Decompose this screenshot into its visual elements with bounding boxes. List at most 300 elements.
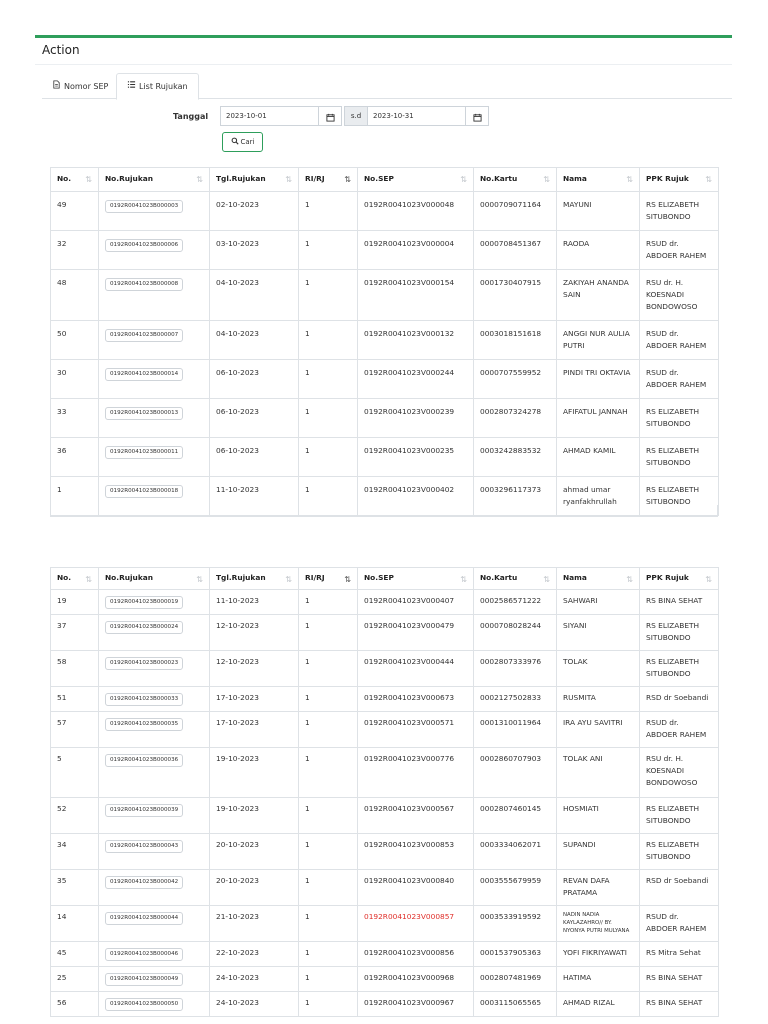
table-row[interactable] xyxy=(51,992,719,1017)
column-header-no-rujukan[interactable] xyxy=(99,168,210,192)
cell-no-rujukan xyxy=(99,942,210,967)
cell-no-sep xyxy=(358,590,474,615)
cell-no-kartu xyxy=(474,590,557,615)
column-header-label: No.Rujukan xyxy=(105,174,153,183)
cell-no-sep xyxy=(358,748,474,798)
cell-value: 1 xyxy=(305,998,310,1007)
cell-value: 21-10-2023 xyxy=(216,912,259,921)
cell-no-kartu xyxy=(474,399,557,438)
rujukan-number-button[interactable]: 0192R0041023B000039 xyxy=(105,804,183,817)
rujukan-number-button[interactable]: 0192R0041023B000035 xyxy=(105,718,183,731)
cell-value: 36 xyxy=(57,446,67,455)
cell-value: 0000708028244 xyxy=(480,621,542,630)
cell-no xyxy=(51,834,99,870)
cell-value: 12-10-2023 xyxy=(216,657,259,666)
cell-ri-rj xyxy=(299,590,358,615)
sort-icon[interactable]: ⇅ xyxy=(196,175,203,184)
cell-nama xyxy=(557,748,640,798)
cell-ppk-rujuk xyxy=(640,992,719,1017)
cell-value: 5 xyxy=(57,754,62,763)
sort-icon[interactable]: ⇅ xyxy=(543,175,550,184)
cell-no-kartu xyxy=(474,906,557,942)
sort-icon[interactable]: ⇅ xyxy=(460,175,467,184)
cell-value: 0000708451367 xyxy=(480,239,542,248)
cell-no-kartu xyxy=(474,321,557,360)
cell-value: 0002807481969 xyxy=(480,973,542,982)
table-row[interactable] xyxy=(51,906,719,942)
rujukan-number-button[interactable]: 0192R0041023B000008 xyxy=(105,278,183,291)
cell-nama xyxy=(557,615,640,651)
panel-title: Action xyxy=(42,43,80,57)
table-row[interactable] xyxy=(51,321,719,360)
tab-label: List Rujukan xyxy=(139,81,188,91)
cell-value: 0002860707903 xyxy=(480,754,542,763)
cell-value: 12-10-2023 xyxy=(216,621,259,630)
table-row[interactable] xyxy=(51,798,719,834)
column-header-no-kartu[interactable] xyxy=(474,568,557,590)
cell-nama xyxy=(557,942,640,967)
cell-ri-rj xyxy=(299,270,358,321)
cell-no-kartu xyxy=(474,192,557,231)
cell-ppk-rujuk xyxy=(640,270,719,321)
table-row[interactable] xyxy=(51,192,719,231)
cell-ppk-rujuk xyxy=(640,399,719,438)
search-button[interactable] xyxy=(222,132,263,152)
calendar-icon xyxy=(473,107,482,126)
cell-tgl-rujukan xyxy=(210,906,299,942)
column-header-label: No.Kartu xyxy=(480,174,518,183)
cell-tgl-rujukan xyxy=(210,192,299,231)
cell-value: RS ELIZABETH SITUBONDO xyxy=(646,446,700,467)
cell-no xyxy=(51,231,99,270)
cell-value: 0001730407915 xyxy=(480,278,542,287)
cell-tgl-rujukan xyxy=(210,942,299,967)
cell-no-kartu xyxy=(474,360,557,399)
cell-ppk-rujuk xyxy=(640,967,719,992)
column-header-ppk-rujuk[interactable] xyxy=(640,168,719,192)
rujukan-number-button[interactable]: 0192R0041023B000018 xyxy=(105,485,183,498)
cell-no-rujukan xyxy=(99,748,210,798)
column-header-no[interactable] xyxy=(51,168,99,192)
cell-no-kartu xyxy=(474,834,557,870)
cell-value: 1 xyxy=(305,948,310,957)
cell-value: 1 xyxy=(305,840,310,849)
cell-no-rujukan xyxy=(99,399,210,438)
cell-value: 32 xyxy=(57,239,67,248)
date-from-calendar-button[interactable] xyxy=(318,106,342,126)
cell-value: TOLAK ANI xyxy=(563,754,603,763)
tab-label: Nomor SEP xyxy=(64,81,109,91)
cell-value: 0003555679959 xyxy=(480,876,542,885)
cell-ppk-rujuk xyxy=(640,438,719,477)
cell-value: 0192R0041023V000048 xyxy=(364,200,455,209)
cell-value: RS Mitra Sehat xyxy=(646,948,701,957)
cell-ppk-rujuk xyxy=(640,798,719,834)
cell-no xyxy=(51,906,99,942)
rujukan-number-button[interactable]: 0192R0041023B000011 xyxy=(105,446,183,459)
cell-value: 34 xyxy=(57,840,67,849)
table-row[interactable] xyxy=(51,270,719,321)
rujukan-number-button[interactable]: 0192R0041023B000013 xyxy=(105,407,183,420)
cell-value: 0192R0041023V000132 xyxy=(364,329,455,338)
date-to-calendar-button[interactable] xyxy=(465,106,489,126)
column-header-label: Nama xyxy=(563,174,587,183)
sort-ascending-icon[interactable]: ⇅ xyxy=(344,175,351,184)
column-header-no-kartu[interactable] xyxy=(474,168,557,192)
cell-value: 24-10-2023 xyxy=(216,973,259,982)
table-row[interactable] xyxy=(51,651,719,687)
rujukan-number-button[interactable]: 0192R0041023B000006 xyxy=(105,239,183,252)
cell-value: 0000709071164 xyxy=(480,200,542,209)
column-header-label: PPK Rujuk xyxy=(646,573,689,582)
cell-ppk-rujuk xyxy=(640,834,719,870)
rujukan-number-button[interactable]: 0192R0041023B000043 xyxy=(105,840,183,853)
column-header-tgl-rujukan[interactable] xyxy=(210,168,299,192)
cell-tgl-rujukan xyxy=(210,798,299,834)
cell-value: 25 xyxy=(57,973,67,982)
cell-value: 24-10-2023 xyxy=(216,998,259,1007)
cell-no-rujukan xyxy=(99,651,210,687)
sort-ascending-icon[interactable]: ⇅ xyxy=(344,575,351,584)
cell-value: 03-10-2023 xyxy=(216,239,259,248)
table-row[interactable] xyxy=(51,590,719,615)
cell-no-sep xyxy=(358,942,474,967)
cell-value: 51 xyxy=(57,693,67,702)
cell-value: 45 xyxy=(57,948,67,957)
document-icon xyxy=(52,74,61,100)
cell-no-sep xyxy=(358,438,474,477)
cell-value: 20-10-2023 xyxy=(216,840,259,849)
column-header-ri-rj[interactable] xyxy=(299,568,358,590)
cell-no xyxy=(51,399,99,438)
rujukan-number-button[interactable]: 0192R0041023B000042 xyxy=(105,876,183,889)
cell-value: 1 xyxy=(305,407,310,416)
cell-tgl-rujukan xyxy=(210,231,299,270)
cell-value: 1 xyxy=(305,876,310,885)
cell-ri-rj xyxy=(299,399,358,438)
cell-value: ahmad umar ryanfakhrullah xyxy=(563,485,617,506)
rujukan-number-button[interactable]: 0192R0041023B000050 xyxy=(105,998,183,1011)
cell-value: 1 xyxy=(305,239,310,248)
table-row[interactable] xyxy=(51,712,719,748)
sort-icon[interactable]: ⇅ xyxy=(705,575,712,584)
cell-value: 0192R0041023V000571 xyxy=(364,718,455,727)
cell-value: RSU dr. H. KOESNADI BONDOWOSO xyxy=(646,278,698,311)
cell-no-rujukan xyxy=(99,798,210,834)
cell-value: YOFI FIKRIYAWATI xyxy=(563,948,627,957)
cell-no-sep xyxy=(358,967,474,992)
cell-value: 1 xyxy=(305,446,310,455)
search-icon xyxy=(231,137,239,147)
cell-value: RS ELIZABETH SITUBONDO xyxy=(646,200,700,221)
table-row[interactable] xyxy=(51,399,719,438)
cell-ppk-rujuk xyxy=(640,712,719,748)
cell-value: RS BINA SEHAT xyxy=(646,973,703,982)
cell-ri-rj xyxy=(299,651,358,687)
table-row[interactable] xyxy=(51,834,719,870)
rujukan-number-button[interactable]: 0192R0041023B000014 xyxy=(105,368,183,381)
cell-tgl-rujukan xyxy=(210,270,299,321)
cell-value: 0192R0041023V000967 xyxy=(364,998,455,1007)
sort-icon[interactable]: ⇅ xyxy=(285,175,292,184)
cell-value: RS BINA SEHAT xyxy=(646,998,703,1007)
column-header-label: No. xyxy=(57,174,72,183)
cell-tgl-rujukan xyxy=(210,748,299,798)
panel-divider xyxy=(35,64,732,65)
cell-value: 0192R0041023V000479 xyxy=(364,621,455,630)
column-header-label: Tgl.Rujukan xyxy=(216,573,266,582)
rujukan-number-button[interactable]: 0192R0041023B000046 xyxy=(105,948,183,961)
cell-value: 20-10-2023 xyxy=(216,876,259,885)
cell-no-sep xyxy=(358,712,474,748)
cell-tgl-rujukan xyxy=(210,321,299,360)
cell-value: 0192R0041023V000154 xyxy=(364,278,455,287)
cell-value: 58 xyxy=(57,657,67,666)
sort-icon[interactable]: ⇅ xyxy=(705,175,712,184)
cell-value: 22-10-2023 xyxy=(216,948,259,957)
cell-no xyxy=(51,992,99,1017)
cell-nama xyxy=(557,192,640,231)
sort-icon[interactable]: ⇅ xyxy=(285,575,292,584)
table-row[interactable] xyxy=(51,438,719,477)
table-row[interactable] xyxy=(51,870,719,906)
cell-ri-rj xyxy=(299,687,358,712)
cell-value: 1 xyxy=(305,912,310,921)
cell-value: 02-10-2023 xyxy=(216,200,259,209)
sort-icon[interactable]: ⇅ xyxy=(626,575,633,584)
rujukan-number-button[interactable]: 0192R0041023B000019 xyxy=(105,596,183,609)
cell-value: RSD dr Soebandi xyxy=(646,876,709,885)
cell-no-sep xyxy=(358,687,474,712)
cell-value: 0192R0041023V000444 xyxy=(364,657,455,666)
cell-value: 0192R0041023V000244 xyxy=(364,368,455,377)
cell-nama xyxy=(557,798,640,834)
cell-ppk-rujuk xyxy=(640,192,719,231)
cell-value: MAYUNI xyxy=(563,200,592,209)
rujukan-number-button[interactable]: 0192R0041023B000024 xyxy=(105,621,183,634)
column-header-nama[interactable] xyxy=(557,168,640,192)
cell-value: 14 xyxy=(57,912,67,921)
cell-value: AFIFATUL JANNAH xyxy=(563,407,628,416)
cell-value: RSU dr. H. KOESNADI BONDOWOSO xyxy=(646,754,698,787)
cell-tgl-rujukan xyxy=(210,615,299,651)
cell-no-kartu xyxy=(474,438,557,477)
cell-value: 17-10-2023 xyxy=(216,718,259,727)
column-header-no-rujukan[interactable] xyxy=(99,568,210,590)
rujukan-number-button[interactable]: 0192R0041023B000036 xyxy=(105,754,183,767)
cell-value: 50 xyxy=(57,329,67,338)
cell-value: 0002807324278 xyxy=(480,407,542,416)
sort-icon[interactable]: ⇅ xyxy=(626,175,633,184)
cell-no-rujukan xyxy=(99,438,210,477)
cell-value: 0192R0041023V000407 xyxy=(364,596,455,605)
tab-nomor-sep[interactable] xyxy=(42,73,118,100)
cell-value: 0002127502833 xyxy=(480,693,542,702)
cell-no-sep xyxy=(358,798,474,834)
cell-ppk-rujuk xyxy=(640,615,719,651)
cell-value: 0003018151618 xyxy=(480,329,542,338)
cell-no-sep xyxy=(358,231,474,270)
cell-nama xyxy=(557,992,640,1017)
table-row[interactable] xyxy=(51,615,719,651)
cell-value: 1 xyxy=(305,718,310,727)
column-header-no-sep[interactable] xyxy=(358,168,474,192)
cell-value: 0003334062071 xyxy=(480,840,542,849)
rujukan-number-button[interactable]: 0192R0041023B000007 xyxy=(105,329,183,342)
column-header-tgl-rujukan[interactable] xyxy=(210,568,299,590)
cell-nama xyxy=(557,270,640,321)
cell-ri-rj xyxy=(299,992,358,1017)
cell-value: 1 xyxy=(305,804,310,813)
cell-value: 1 xyxy=(305,329,310,338)
cell-value: 19-10-2023 xyxy=(216,804,259,813)
table-row[interactable] xyxy=(51,942,719,967)
cell-ppk-rujuk xyxy=(640,942,719,967)
cell-ri-rj xyxy=(299,321,358,360)
cell-ri-rj xyxy=(299,712,358,748)
cell-value: 0192R0041023V000673 xyxy=(364,693,455,702)
cell-nama xyxy=(557,231,640,270)
cell-value: 0192R0041023V000402 xyxy=(364,485,455,494)
sort-icon[interactable]: ⇅ xyxy=(85,175,92,184)
cell-value: 1 xyxy=(57,485,62,494)
rujukan-number-button[interactable]: 0192R0041023B000049 xyxy=(105,973,183,986)
column-header-nama[interactable] xyxy=(557,568,640,590)
cell-no xyxy=(51,360,99,399)
cell-no-sep xyxy=(358,992,474,1017)
cell-value: 0192R0041023V000004 xyxy=(364,239,455,248)
cell-nama xyxy=(557,399,640,438)
rujukan-table-page-2 xyxy=(50,567,719,1017)
cell-value: NADIN NADIA KAYLAZAHRO// BY. NYONYA PUTRI MULYANA xyxy=(563,912,630,934)
column-header-label: RI/RJ xyxy=(305,174,325,183)
search-button-label: Cari xyxy=(240,138,255,146)
column-header-label: No.SEP xyxy=(364,573,394,582)
table-row[interactable] xyxy=(51,231,719,270)
cell-no-kartu xyxy=(474,712,557,748)
column-header-ri-rj[interactable] xyxy=(299,168,358,192)
cell-value: HOSMIATI xyxy=(563,804,599,813)
rujukan-number-button[interactable]: 0192R0041023B000003 xyxy=(105,200,183,213)
cell-tgl-rujukan xyxy=(210,438,299,477)
cell-value: HATIMA xyxy=(563,973,592,982)
cell-value: 1 xyxy=(305,200,310,209)
cell-tgl-rujukan xyxy=(210,687,299,712)
column-header-label: No.Kartu xyxy=(480,573,518,582)
column-header-no[interactable] xyxy=(51,568,99,590)
cell-ppk-rujuk xyxy=(640,748,719,798)
cell-no-sep xyxy=(358,651,474,687)
cell-no xyxy=(51,321,99,360)
cell-value: 37 xyxy=(57,621,67,630)
rujukan-number-button[interactable]: 0192R0041023B000044 xyxy=(105,912,183,925)
cell-tgl-rujukan xyxy=(210,399,299,438)
cell-value: 0002807333976 xyxy=(480,657,542,666)
cell-ri-rj xyxy=(299,438,358,477)
cell-tgl-rujukan xyxy=(210,992,299,1017)
cell-value: 0000707559952 xyxy=(480,368,542,377)
cell-value: RSD dr Soebandi xyxy=(646,693,709,702)
tab-list-rujukan[interactable] xyxy=(116,73,199,100)
cell-ppk-rujuk xyxy=(640,360,719,399)
cell-no-kartu xyxy=(474,798,557,834)
table-row[interactable] xyxy=(51,748,719,798)
date-range-separator: s.d xyxy=(344,106,368,126)
date-from-input[interactable]: 2023-10-01 xyxy=(220,106,320,126)
sort-icon[interactable]: ⇅ xyxy=(543,575,550,584)
cell-no xyxy=(51,590,99,615)
cell-value: 0001310011964 xyxy=(480,718,542,727)
cell-no-sep xyxy=(358,321,474,360)
rujukan-number-button[interactable]: 0192R0041023B000033 xyxy=(105,693,183,706)
column-header-label: PPK Rujuk xyxy=(646,174,689,183)
cell-value: 0003242883532 xyxy=(480,446,542,455)
cell-value: ZAKIYAH ANANDA SAIN xyxy=(563,278,629,299)
cell-no xyxy=(51,870,99,906)
cell-no-sep xyxy=(358,360,474,399)
cell-value: REVAN DAFA PRATAMA xyxy=(563,876,610,897)
cell-no-rujukan xyxy=(99,992,210,1017)
cell-value: 0003115065565 xyxy=(480,998,542,1007)
cell-value: RAODA xyxy=(563,239,590,248)
cell-value: 0192R0041023V000857 xyxy=(364,912,455,921)
cell-no-rujukan xyxy=(99,321,210,360)
cell-nama xyxy=(557,321,640,360)
table-row[interactable] xyxy=(51,967,719,992)
cell-ppk-rujuk xyxy=(640,906,719,942)
cell-value: 06-10-2023 xyxy=(216,446,259,455)
cell-no xyxy=(51,798,99,834)
cell-value: AHMAD KAMIL xyxy=(563,446,616,455)
cell-value: 0001537905363 xyxy=(480,948,542,957)
rujukan-number-button[interactable]: 0192R0041023B000023 xyxy=(105,657,183,670)
date-to-input[interactable]: 2023-10-31 xyxy=(367,106,467,126)
cell-value: 04-10-2023 xyxy=(216,278,259,287)
cell-no-sep xyxy=(358,906,474,942)
cell-value: RS ELIZABETH SITUBONDO xyxy=(646,840,700,861)
cell-no-rujukan xyxy=(99,360,210,399)
sort-icon[interactable]: ⇅ xyxy=(460,575,467,584)
cell-value: 0192R0041023V000776 xyxy=(364,754,455,763)
cell-ri-rj xyxy=(299,906,358,942)
cell-no-rujukan xyxy=(99,870,210,906)
column-header-label: RI/RJ xyxy=(305,573,325,582)
cell-ri-rj xyxy=(299,748,358,798)
cell-value: RSUD dr. ABDOER RAHEM xyxy=(646,912,707,933)
cell-no-rujukan xyxy=(99,615,210,651)
table-row[interactable] xyxy=(51,687,719,712)
cell-nama xyxy=(557,906,640,942)
cell-value: 19 xyxy=(57,596,67,605)
cell-value: IRA AYU SAVITRI xyxy=(563,718,623,727)
sort-icon[interactable]: ⇅ xyxy=(196,575,203,584)
cell-no-sep xyxy=(358,192,474,231)
table-row[interactable] xyxy=(51,360,719,399)
cell-value: 57 xyxy=(57,718,67,727)
column-header-ppk-rujuk[interactable] xyxy=(640,568,719,590)
cell-ppk-rujuk xyxy=(640,870,719,906)
cell-no-sep xyxy=(358,834,474,870)
cell-no xyxy=(51,687,99,712)
column-header-no-sep[interactable] xyxy=(358,568,474,590)
cell-value: RSUD dr. ABDOER RAHEM xyxy=(646,368,707,389)
cell-value: RS ELIZABETH SITUBONDO xyxy=(646,804,700,825)
cell-ri-rj xyxy=(299,798,358,834)
sort-icon[interactable]: ⇅ xyxy=(85,575,92,584)
panel-top-accent xyxy=(35,35,732,38)
cell-ppk-rujuk xyxy=(640,687,719,712)
cell-no-kartu xyxy=(474,231,557,270)
